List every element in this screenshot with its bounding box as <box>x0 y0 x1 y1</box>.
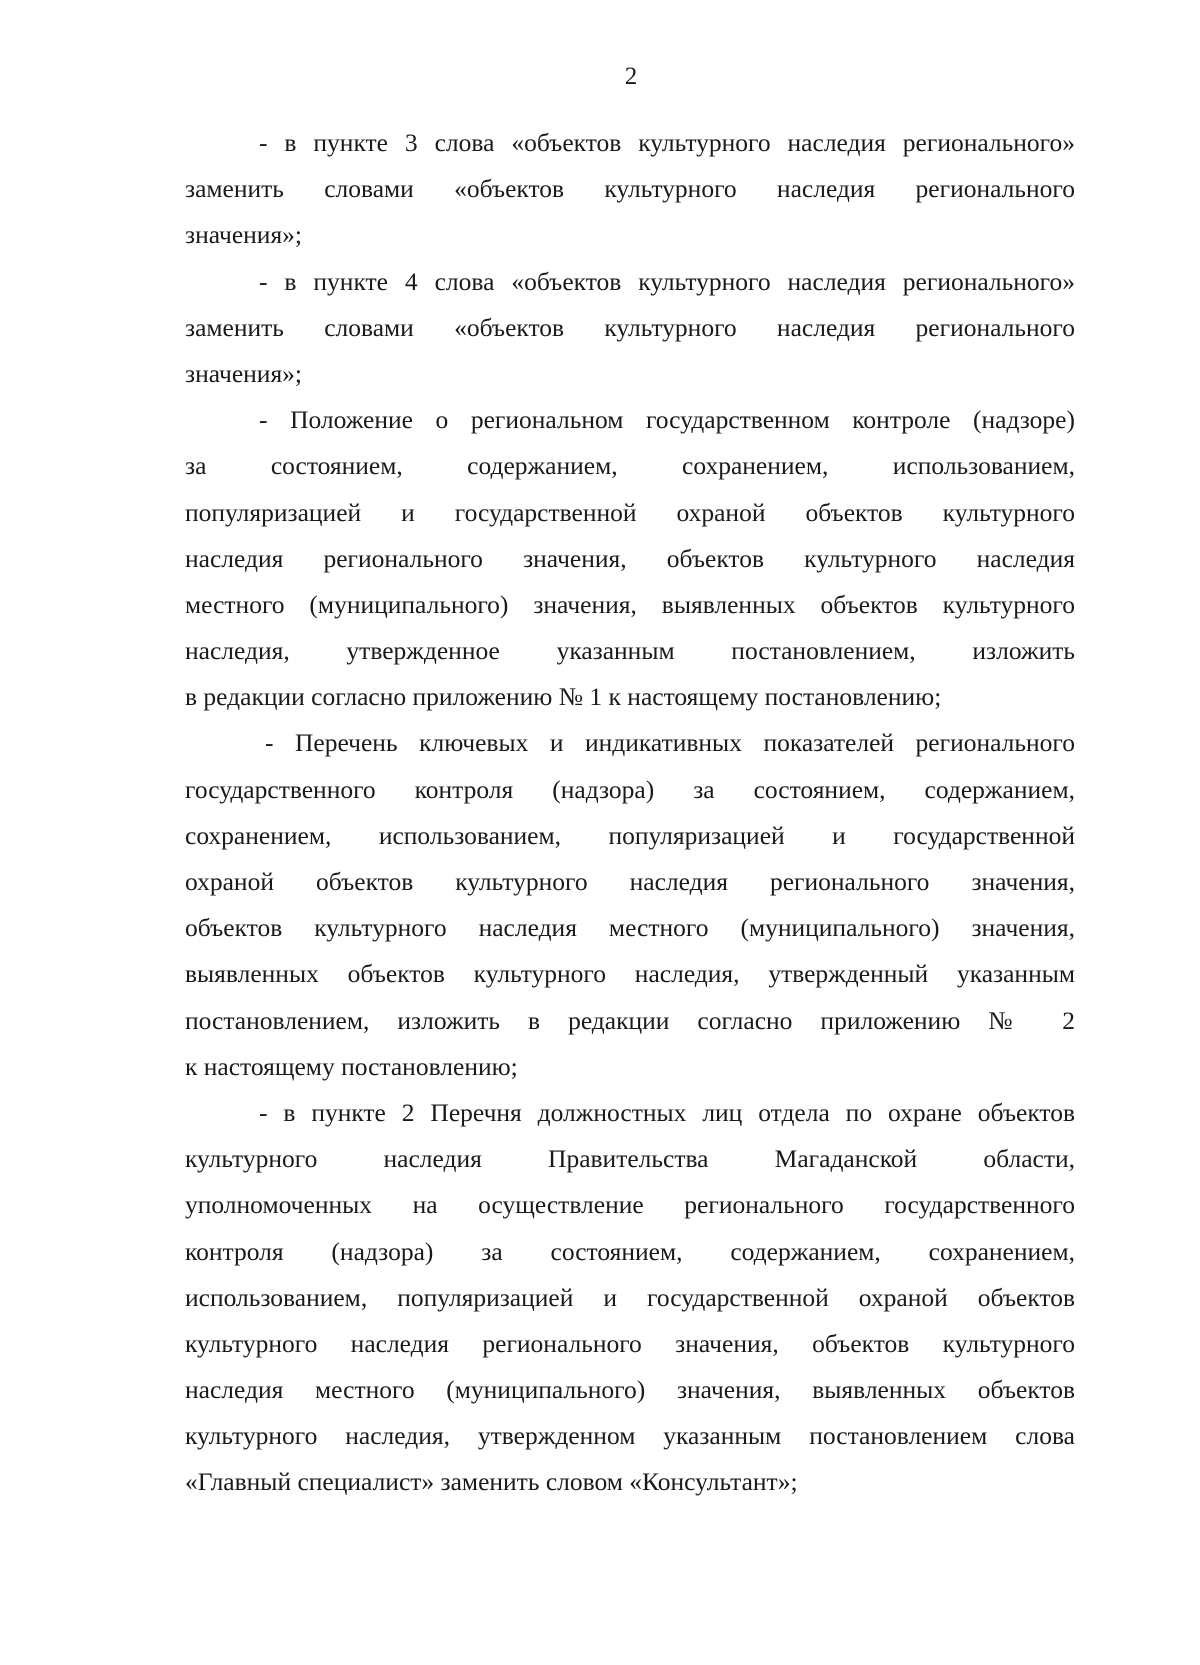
text-line: сохранением, использованием, популяризацией и государственной <box>185 820 1075 850</box>
text-line: контроля (надзора) за состоянием, содержанием, сохранением, <box>185 1236 1075 1266</box>
text-line: - в пункте 2 Перечня должностных лиц отдела по охране объектов <box>259 1097 1075 1127</box>
text-line: выявленных объектов культурного наследия, утвержденный указанным <box>185 959 1075 989</box>
text-line: значения»; <box>185 358 303 388</box>
text-line: заменить словами «объектов культурного наследия регионального <box>185 312 1075 342</box>
page-number: 2 <box>624 63 638 90</box>
text-line: местного (муниципального) значения, выявленных объектов культурного <box>185 589 1075 619</box>
paragraph-indicators-list <box>185 720 1075 1090</box>
text-line: «Главный специалист» заменить словом «Консультант»; <box>185 1467 798 1497</box>
text-line: наследия регионального значения, объектов культурного наследия <box>185 543 1075 573</box>
text-line: наследия, утвержденное указанным постановлением, изложить <box>185 636 1075 666</box>
text-line: - в пункте 4 слова «объектов культурного наследия регионального» <box>259 266 1075 296</box>
text-line: к настоящему постановлению; <box>185 1051 518 1081</box>
text-line: за состоянием, содержанием, сохранением, использованием, <box>185 451 1075 481</box>
text-line: постановлением, изложить в редакции согласно приложению № 2 <box>185 1005 1075 1035</box>
text-line: государственного контроля (надзора) за состоянием, содержанием, <box>185 774 1075 804</box>
text-line: - Положение о региональном государственном контроле (надзоре) <box>259 405 1075 435</box>
paragraph-item-3-replacement <box>185 120 1075 259</box>
text-line: заменить словами «объектов культурного наследия регионального <box>185 174 1075 204</box>
paragraph-item-4-replacement <box>185 259 1075 398</box>
text-line: культурного наследия, утвержденном указанным постановлением слова <box>185 1421 1075 1451</box>
text-line: - в пункте 3 слова «объектов культурного наследия регионального» <box>259 128 1075 157</box>
text-line: значения»; <box>185 220 303 250</box>
text-line: наследия местного (муниципального) значения, выявленных объектов <box>185 1375 1075 1405</box>
paragraph-regulation-control <box>185 397 1075 720</box>
text-line: использованием, популяризацией и государственной охраной объектов <box>185 1282 1075 1312</box>
paragraph-officials-list <box>185 1090 1075 1506</box>
text-line: популяризацией и государственной охраной объектов культурного <box>185 497 1075 527</box>
text-line: культурного наследия Правительства Магаданской области, <box>185 1144 1075 1174</box>
text-line: - Перечень ключевых и индикативных показателей регионального <box>265 728 1075 758</box>
text-line: в редакции согласно приложению № 1 к настоящему постановлению; <box>185 682 942 712</box>
text-line: уполномоченных на осуществление регионального государственного <box>185 1190 1075 1220</box>
document-body <box>185 120 1075 1506</box>
text-line: культурного наследия регионального значения, объектов культурного <box>185 1328 1075 1358</box>
text-line: объектов культурного наследия местного (муниципального) значения, <box>185 913 1075 943</box>
text-line: охраной объектов культурного наследия регионального значения, <box>185 867 1075 896</box>
